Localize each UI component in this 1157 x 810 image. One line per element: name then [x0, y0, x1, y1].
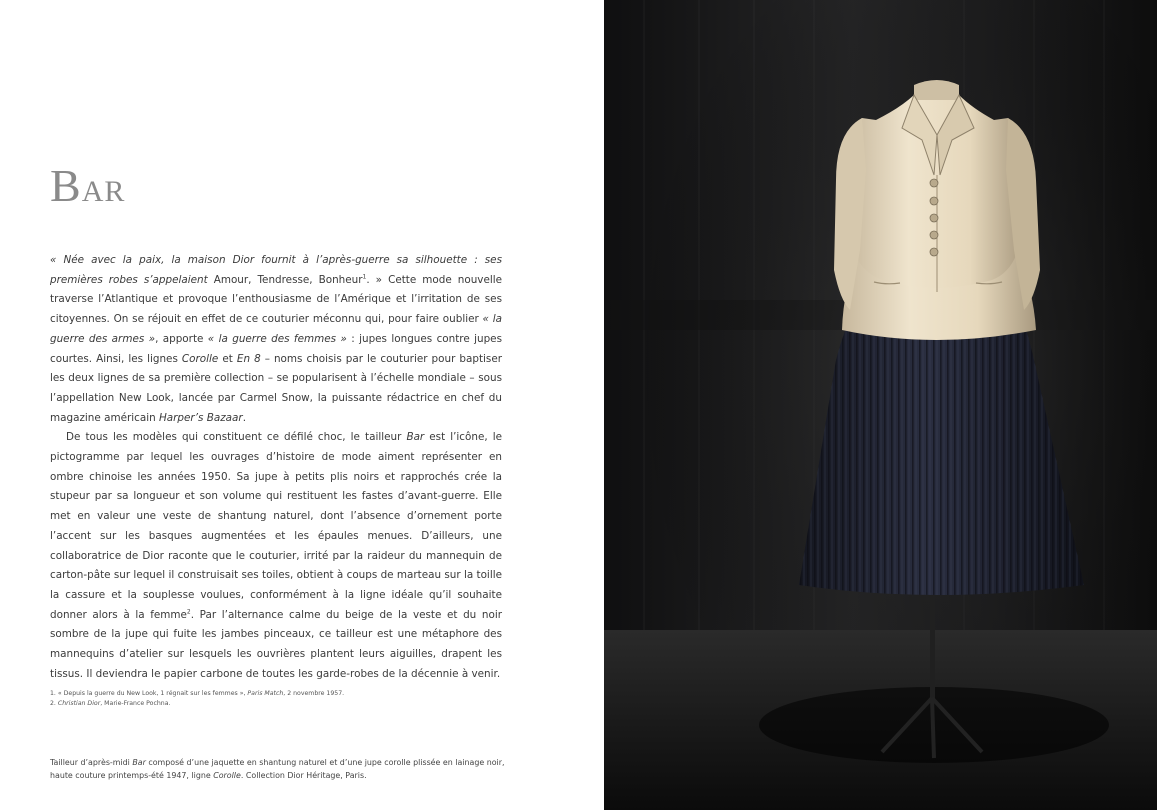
- italic-text-run: Bar: [406, 431, 425, 444]
- text-run: .: [242, 411, 246, 424]
- text-run: , 2 novembre 1957.: [283, 690, 345, 697]
- italic-text-run: Corolle: [181, 352, 219, 365]
- text-run: De tous les modèles qui constituent ce défilé choc, le tailleur: [66, 431, 407, 444]
- italic-text-run: « Née avec la paix, la maison Dior fournit à l’après-guerre sa silhouette : ses premières robes s’appelaient: [50, 254, 502, 286]
- text-run: 1. « Depuis la guerre du New Look, 1 régnait sur les femmes »,: [50, 690, 248, 697]
- text-run: Tailleur d’après-midi: [50, 758, 133, 767]
- text-run: et: [218, 352, 237, 365]
- italic-text-run: Christian Dior: [57, 700, 101, 707]
- italic-text-run: « la guerre des femmes »: [207, 332, 347, 345]
- text-run: Amour, Tendresse, Bonheur: [207, 273, 363, 286]
- text-run: , apporte: [155, 332, 208, 345]
- title-rest: AR: [81, 175, 126, 208]
- caption-line-2: [50, 769, 510, 782]
- dior-bar-suit-photo: [604, 0, 1157, 810]
- paragraph-1: [50, 251, 502, 428]
- paragraph-2: [50, 428, 502, 684]
- mannequin-illustration: [604, 0, 1157, 810]
- text-run: : jupes longues contre jupes courtes. Ainsi, les lignes: [50, 332, 502, 365]
- body-text: [50, 251, 502, 684]
- page-title: [50, 160, 126, 211]
- text-run: . Par l’alternance calme du beige de la veste et du noir sombre de la jupe qui fuite les jambes pinceaux, ce tailleur est une métaphore des mannequins d’atelier sur lesquels les ouvrières plantent leurs aiguilles, drapent les tissus. Il deviendra le papier carbone de toutes les garde-robes de la décennie à venir.: [50, 608, 503, 680]
- shantung-jacket: [834, 80, 1040, 340]
- italic-text-run: Paris Match: [247, 690, 284, 697]
- text-run: composé d’une jaquette en shantung naturel et d’une jupe corolle plissée en lainage noir,: [145, 758, 505, 767]
- title-initial: B: [50, 160, 82, 211]
- footnotes: [50, 689, 510, 709]
- text-run: . Collection Dior Héritage, Paris.: [240, 771, 367, 780]
- photo-caption: [50, 756, 510, 782]
- italic-text-run: Corolle: [213, 771, 241, 780]
- text-run: est l’icône, le pictogramme par lequel les ouvrages d’histoire de mode aiment représenter en ombre chinoise les années 1950. Sa jupe à petits plis noirs et rapprochés crée la stupeur par sa longueur et son volume qui restituent les fastes d’avant-guerre. Elle met en valeur une veste de shantung naturel, dont l’absence d’ornement porte l’accent sur les basques augmentées et les épaules menues. D’ailleurs, une collaboratrice de Dior raconte que le couturier, irrité par la raideur du mannequin de carton-pâte sur lequel il construisait ses toiles, obtient à coups de marteau sur la toille la cassure et la souplesse voulues, conformément à la ligne idéale qu’il souhaite donner alors à la femme: [50, 431, 503, 621]
- footnote-marker: 1: [362, 273, 367, 281]
- italic-text-run: Harper’s Bazaar: [158, 411, 243, 424]
- caption-line-1: [50, 756, 510, 769]
- footnote-2: [50, 699, 510, 709]
- footnote-marker: 2: [186, 608, 191, 616]
- text-run: haute couture printemps-été 1947, ligne: [50, 771, 214, 780]
- footnote-1: [50, 689, 510, 699]
- text-run: 2.: [50, 700, 58, 707]
- italic-text-run: En 8: [236, 352, 261, 365]
- text-run: , Marie-France Pochna.: [100, 700, 171, 707]
- italic-text-run: Bar: [132, 758, 146, 767]
- text-run: . » Cette mode nouvelle traverse l’Atlantique et provoque l’enthousiasme de l’Amérique et l’irritation de ses citoyennes. On se réjouit en effet de ce couturier méconnu qui, pour faire oublier: [50, 273, 502, 326]
- italic-text-run: « la guerre des armes »: [50, 313, 502, 345]
- text-run: – noms choisis par le couturier pour baptiser les deux lignes de sa première collection – se popularisent à l’échelle mondiale – sous l’appellation New Look, lancée par Carmel Snow, la puissante rédactrice en chef du magazine américain: [50, 352, 502, 424]
